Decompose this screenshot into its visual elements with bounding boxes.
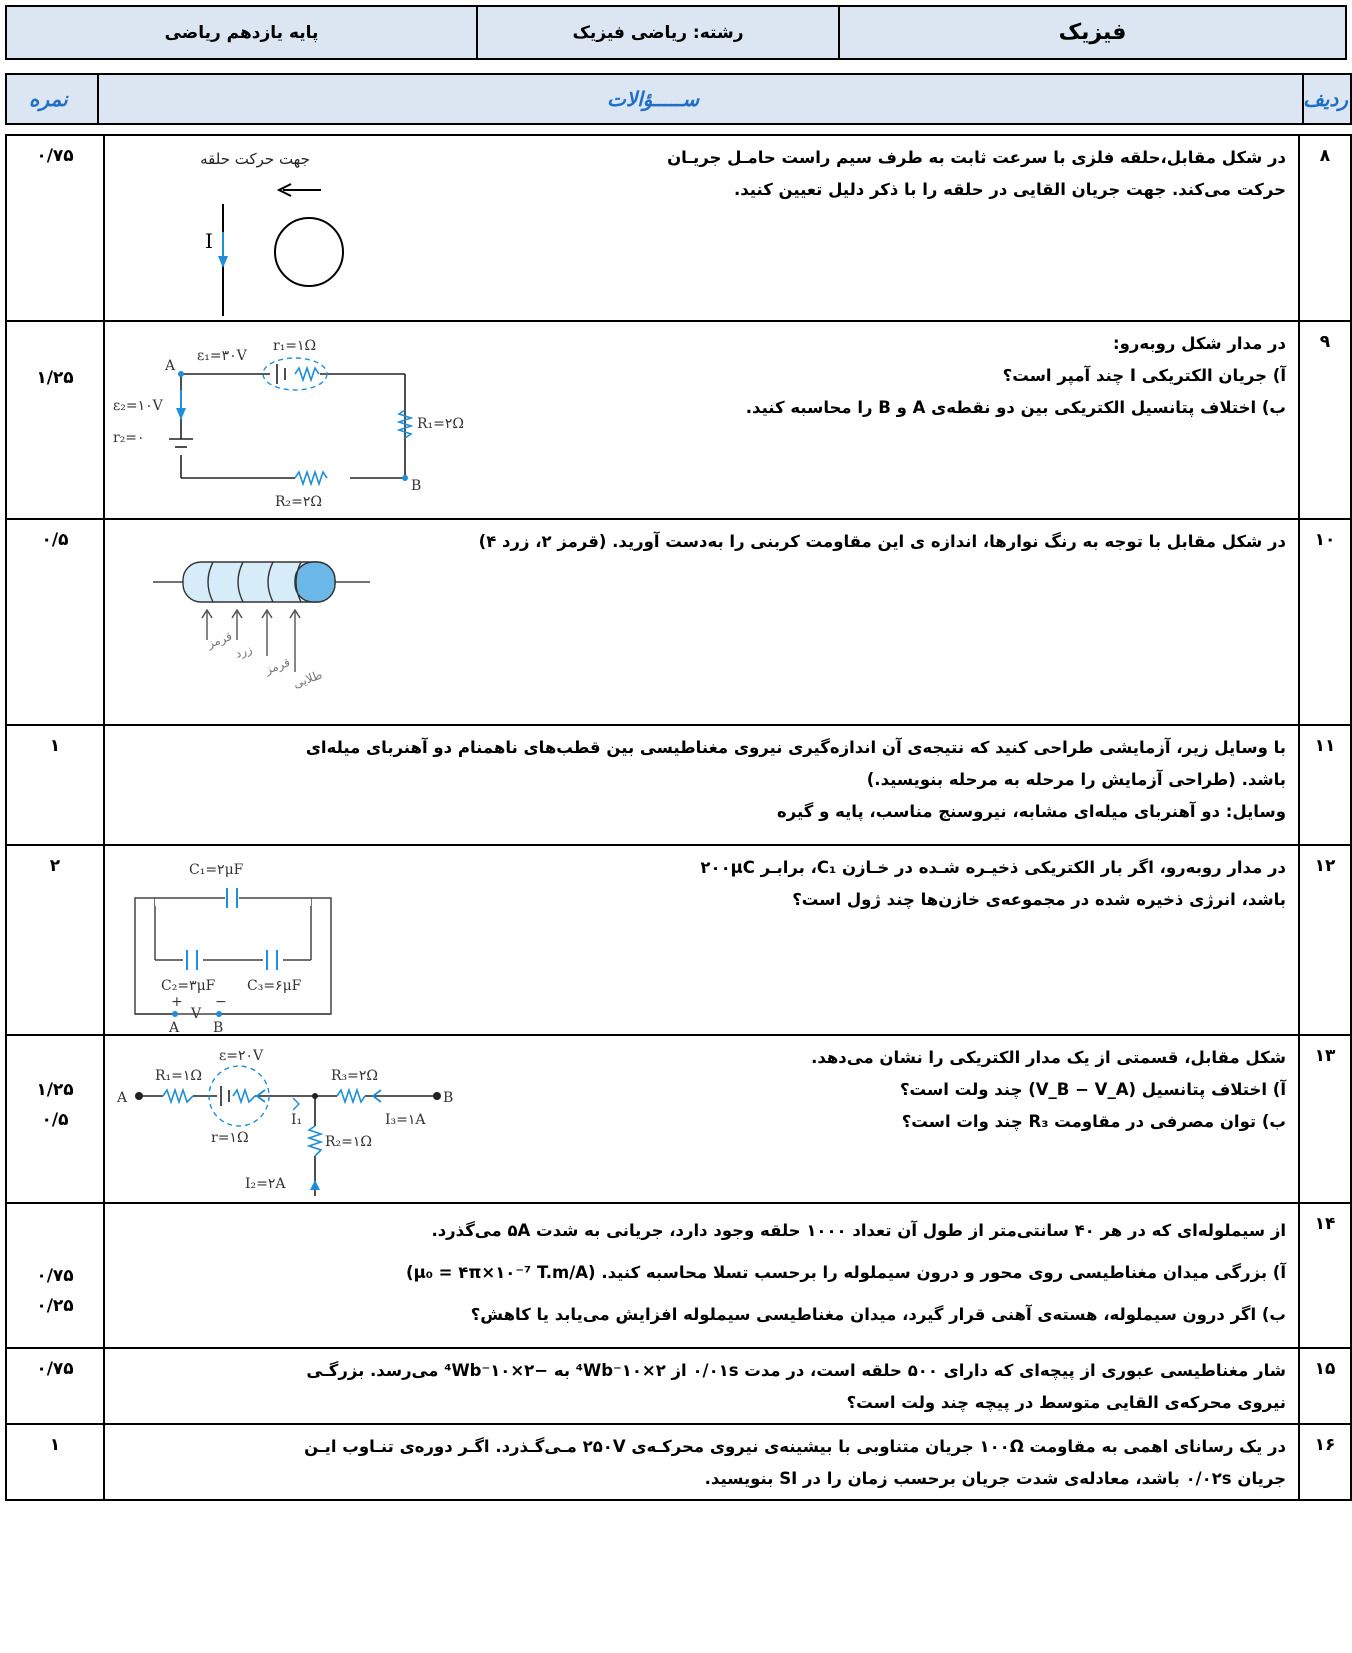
point-b-label: B [213,1020,224,1034]
question-number: ۱۲ [1299,845,1351,1035]
point-a-label: A [169,1020,180,1034]
direction-label: جهت حرکت حلقه [200,150,310,168]
score-cell [6,1424,104,1500]
question-row-12 [6,845,1351,1035]
R2-label: R₂=۲Ω [275,494,323,510]
question-body [104,519,1299,725]
I3-label: I₃=۱A [385,1112,426,1128]
point-a-label: A [165,358,176,374]
question-text [105,1349,1298,1419]
band-label: طلایی [291,667,325,691]
score-value: ۰/۲۵ [36,1296,74,1316]
C3-label: C₃=۶μF [247,978,302,994]
question-line: با وسایل زیر، آزمایشی طراحی کنید که نتیجه‌ی آن اندازه‌گیری نیروی مغناطیسی بین قطب‌های ناهمنام دو آهنربای میله‌ای [305,738,1286,757]
score-cell [6,1203,104,1348]
question-number: ۱۵ [1299,1348,1351,1424]
question-line: آ) جریان الکتریکی I چند آمپر است؟ [1002,366,1286,385]
question-text [105,322,1298,424]
question-row-8 [6,135,1351,321]
question-row-11 [6,725,1351,845]
voltage-label: V [191,1006,202,1022]
question-row-10 [6,519,1351,725]
grade-label: پایه یازدهم ریاضی [164,22,319,43]
question-body [104,1424,1299,1500]
band-label: قرمز [205,628,234,651]
question-body [104,1203,1299,1348]
row-column-label: ردیف [1303,87,1348,111]
question-line: در شکل مقابل،حلقه فلزی با سرعت ثابت به طرف سیم راست حامـل جریـان [667,148,1286,167]
question-text [105,726,1298,828]
question-text [105,1036,1298,1138]
question-body [104,1348,1299,1424]
question-row-13 [6,1035,1351,1203]
score-cell [6,1348,104,1424]
C2-label: C₂=۳μF [161,978,216,994]
field-label: رشته: ریاضی فیزیک [572,22,744,43]
score-cell [6,321,104,519]
question-number: ۱۶ [1299,1424,1351,1500]
R3-label: R₃=۲Ω [331,1068,379,1084]
r2-label: r₂=۰ [113,430,145,446]
question-text [105,1425,1298,1495]
point-b-label: B [443,1090,454,1106]
question-number: ۱۱ [1299,725,1351,845]
current-arrow-icon [218,256,228,268]
question-number: ۱۳ [1299,1035,1351,1203]
question-number: ۹ [1299,321,1351,519]
score-value: ۱ [49,736,61,756]
question-line: در مدار روبه‌رو، اگر بار الکتریکی ذخیـره شـده در خـازن C₁، برابـر ۲۰۰μC [700,858,1286,877]
column-header [5,73,1352,125]
question-number: ۱۴ [1299,1203,1351,1348]
question-line: در شکل مقابل با توجه به رنگ نوارها، اندازه ی این مقاومت کربنی را به‌دست آورید. (قرمز ۲، زرد ۴) [478,532,1286,551]
questions-column-label: ســـــؤالات [607,87,700,111]
question-line: باشد، انرژی ذخیره شده در مجموعه‌ی خازن‌ها چند ژول است؟ [792,890,1286,909]
resistor-figure [145,548,405,708]
question-row-14 [6,1203,1351,1348]
R1-label: R₁=۲Ω [417,416,465,432]
score-value: ۱/۲۵ [36,368,74,388]
score-value: ۰/۵ [41,530,69,550]
question-body [104,725,1299,845]
question-row-16 [6,1424,1351,1500]
score-value: ۰/۷۵ [36,146,74,166]
score-cell [6,845,104,1035]
question-number: ۱۰ [1299,519,1351,725]
question-line: شار مغناطیسی عبوری از پیچه‌ای که دارای ۵۰۰ حلقه است، در مدت ۰/۰۱s از ۲×۱۰⁻⁴Wb به −۲×۱۰⁻⁴Wb می‌رسد. بزرگـی [306,1361,1286,1380]
C1-label: C₁=۲μF [189,862,244,878]
question-line: ب) اگر درون سیملوله، هسته‌ی آهنی قرار گیرد، میدان مغناطیسی سیملوله افزایش می‌یابد یا کاهش؟ [470,1305,1286,1324]
question-line: ب) اختلاف پتانسیل الکتریکی بین دو نقطه‌ی A و B را محاسبه کنید. [745,398,1286,417]
score-value: ۱/۲۵ [36,1080,74,1100]
question-line: ب) توان مصرفی در مقاومت R₃ چند وات است؟ [901,1112,1286,1131]
question-text [105,1204,1298,1336]
score-value: ۰/۵ [41,1110,69,1130]
subject-cell [838,7,1345,58]
question-line: وسایل: دو آهنربای میله‌ای مشابه، نیروسنج مناسب، پایه و گیره [777,802,1286,821]
question-line: باشد. (طراحی آزمایش را مرحله به مرحله بنویسید.) [866,770,1286,789]
band-label: قرمز [263,654,292,677]
score-value: ۰/۷۵ [36,1359,74,1379]
score-value: ۰/۷۵ [36,1266,74,1286]
score-cell [6,519,104,725]
I2-label: I₂=۲A [245,1176,286,1192]
question-line: نیروی محرکه‌ی القایی متوسط در پیچه چند ولت است؟ [846,1393,1286,1412]
question-body [104,845,1299,1035]
question-row-9 [6,321,1351,519]
internal-resistance-label: r=۱Ω [211,1130,249,1146]
score-cell [6,725,104,845]
question-line: در یک رسانای اهمی به مقاومت ۱۰۰Ω جریان متناوبی با بیشینه‌ی نیروی محرکـه‌ی ۲۵۰V مـی‌گـذرد. اگـر دوره‌ی تنـاوب ایـن [304,1437,1286,1456]
R1-label: R₁=۱Ω [155,1068,203,1084]
metal-loop [275,218,343,286]
score-cell [6,1035,104,1203]
question-line: آ) بزرگی میدان مغناطیسی روی محور و درون سیملوله را برحسب تسلا محاسبه کنید. (μ₀ = ۴π×۱۰⁻⁷ T.m/A) [406,1263,1286,1282]
grade-cell [7,7,476,58]
score-column-label: نمره [29,87,68,111]
exam-header [5,5,1347,60]
field-cell [476,7,838,58]
question-body [104,321,1299,519]
score-value: ۲ [49,856,61,876]
point-a-label: A [117,1090,128,1106]
current-label: I [205,229,213,253]
question-text [105,520,1298,558]
question-body [104,135,1299,321]
question-text [105,136,1298,206]
R2-label: R₂=۱Ω [325,1134,373,1150]
score-value: ۱ [49,1435,61,1455]
question-body [104,1035,1299,1203]
emf1-label: ε₁=۳۰V [197,348,247,364]
question-number: ۸ [1299,135,1351,321]
emf2-label: ε₂=۱۰V [113,398,163,414]
question-row-15 [6,1348,1351,1424]
question-line: جریان ۰/۰۲s باشد، معادله‌ی شدت جریان برحسب زمان را در SI بنویسید. [704,1469,1286,1488]
current-arrow-icon [310,1180,320,1190]
question-line: حرکت می‌کند. جهت جریان القایی در حلقه را با ذکر دلیل تعیین کنید. [733,180,1286,199]
question-text [105,846,1298,916]
question-line: شکل مقابل، قسمتی از یک مدار الکتریکی را نشان می‌دهد. [811,1048,1286,1067]
I1-label: I₁ [291,1112,303,1128]
question-line: در مدار شکل روبه‌رو: [1113,334,1286,353]
emf-label: ε=۲۰V [219,1048,264,1064]
subject-label: فیزیک [1058,20,1127,45]
plus-label: + [171,994,183,1010]
score-cell [6,135,104,321]
point-b-label: B [411,478,422,494]
band-label: زرد [233,641,254,661]
questions-table [5,134,1352,1501]
question-line: از سیملوله‌ای که در هر ۴۰ سانتی‌متر از طول آن تعداد ۱۰۰۰ حلقه وجود دارد، جریانی به شدت ۵A می‌گذرد. [431,1221,1286,1240]
question-line: آ) اختلاف پتانسیل (V_B − V_A) چند ولت است؟ [899,1080,1286,1099]
r1-label: r₁=۱Ω [273,338,317,354]
minus-label: − [215,994,227,1010]
